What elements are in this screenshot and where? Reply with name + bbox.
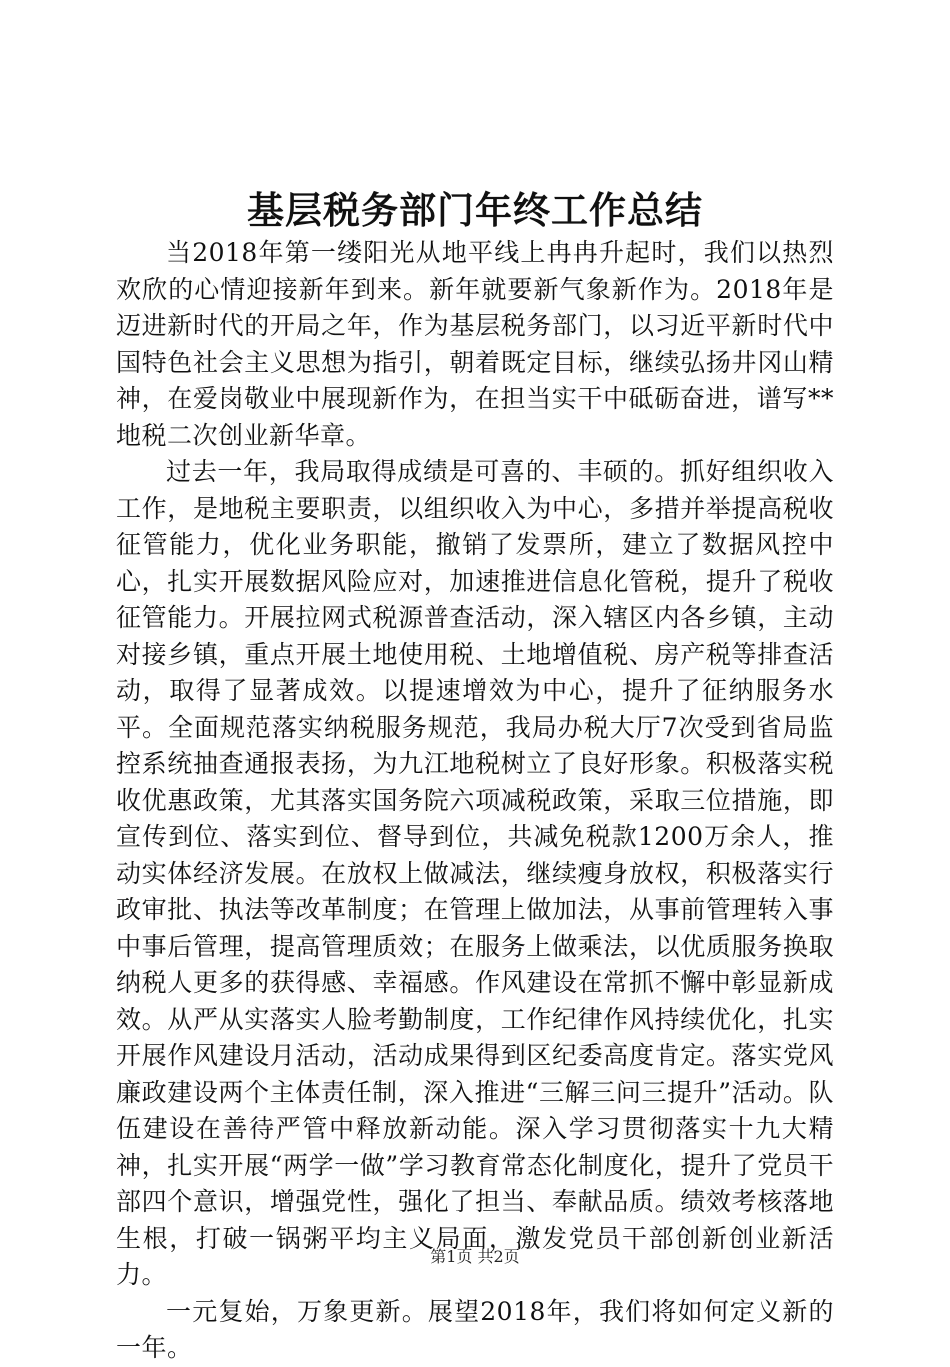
page-number-footer: 第1页 共2页 [430,1247,520,1266]
paragraph-review: 过去一年，我局取得成绩是可喜的、丰硕的。抓好组织收入工作，是地税主要职责，以组织收入为中心，多措并举提高税收征管能力，优化业务职能，撤销了发票所，建立了数据风控中心，扎实开展数据风险应对，加速推进信息化管税，提升了税收征管能力。开展拉网式税源普查活动，深入辖区内各乡镇，主动对接乡镇，重点开展土地使用税、土地增值税、房产税等排查活动，取得了显著成效。以提速增效为中心，提升了征纳服务水平。全面规范落实纳税服务规范，我局办税大厅7次受到省局监控系统抽查通报表扬，为九江地税树立了良好形象。积极落实税收优惠政策，尤其落实国务院六项减税政策，采取三位措施，即宣传到位、落实到位、督导到位，共减免税款1200万余人，推动实体经济发展。在放权上做减法，继续瘦身放权，积极落实行政审批、执法等改革制度；在管理上做加法，从事前管理转入事中事后管理，提高管理质效；在服务上做乘法，以优质服务换取纳税人更多的获得感、幸福感。作风建设在常抓不懈中彰显新成效。从严从实落实人脸考勤制度，工作纪律作风持续优化，扎实开展作风建设月活动，活动成果得到区纪委高度肯定。落实党风廉政建设两个主体责任制，深入推进“三解三问三提升”活动。队伍建设在善待严管中释放新动能。深入学习贯彻落实十九大精神，扎实开展“两学一做”学习教育常态化制度化，提升了党员干部四个意识，增强党性，强化了担当、奉献品质。绩效考核落地生根，打破一锅粥平均主义局面，激发党员干部创新创业新活力。 [116,457,834,1289]
paragraph-intro: 当2018年第一缕阳光从地平线上冉冉升起时，我们以热烈欢欣的心情迎接新年到来。新年就要新气象新作为。2018年是迈进新时代的开局之年，作为基层税务部门，以习近平新时代中国特色社会主义思想为指引，朝着既定目标，继续弘扬井冈山精神，在爱岗敬业中展现新作为，在担当实干中砥砺奋进，谱写**地税二次创业新华章。 [116,238,834,450]
document-title: 基层税务部门年终工作总结 [247,188,703,232]
paragraph-outlook: 一元复始，万象更新。展望2018年，我们将如何定义新的一年。 [116,1296,834,1362]
document-body [116,235,834,1367]
